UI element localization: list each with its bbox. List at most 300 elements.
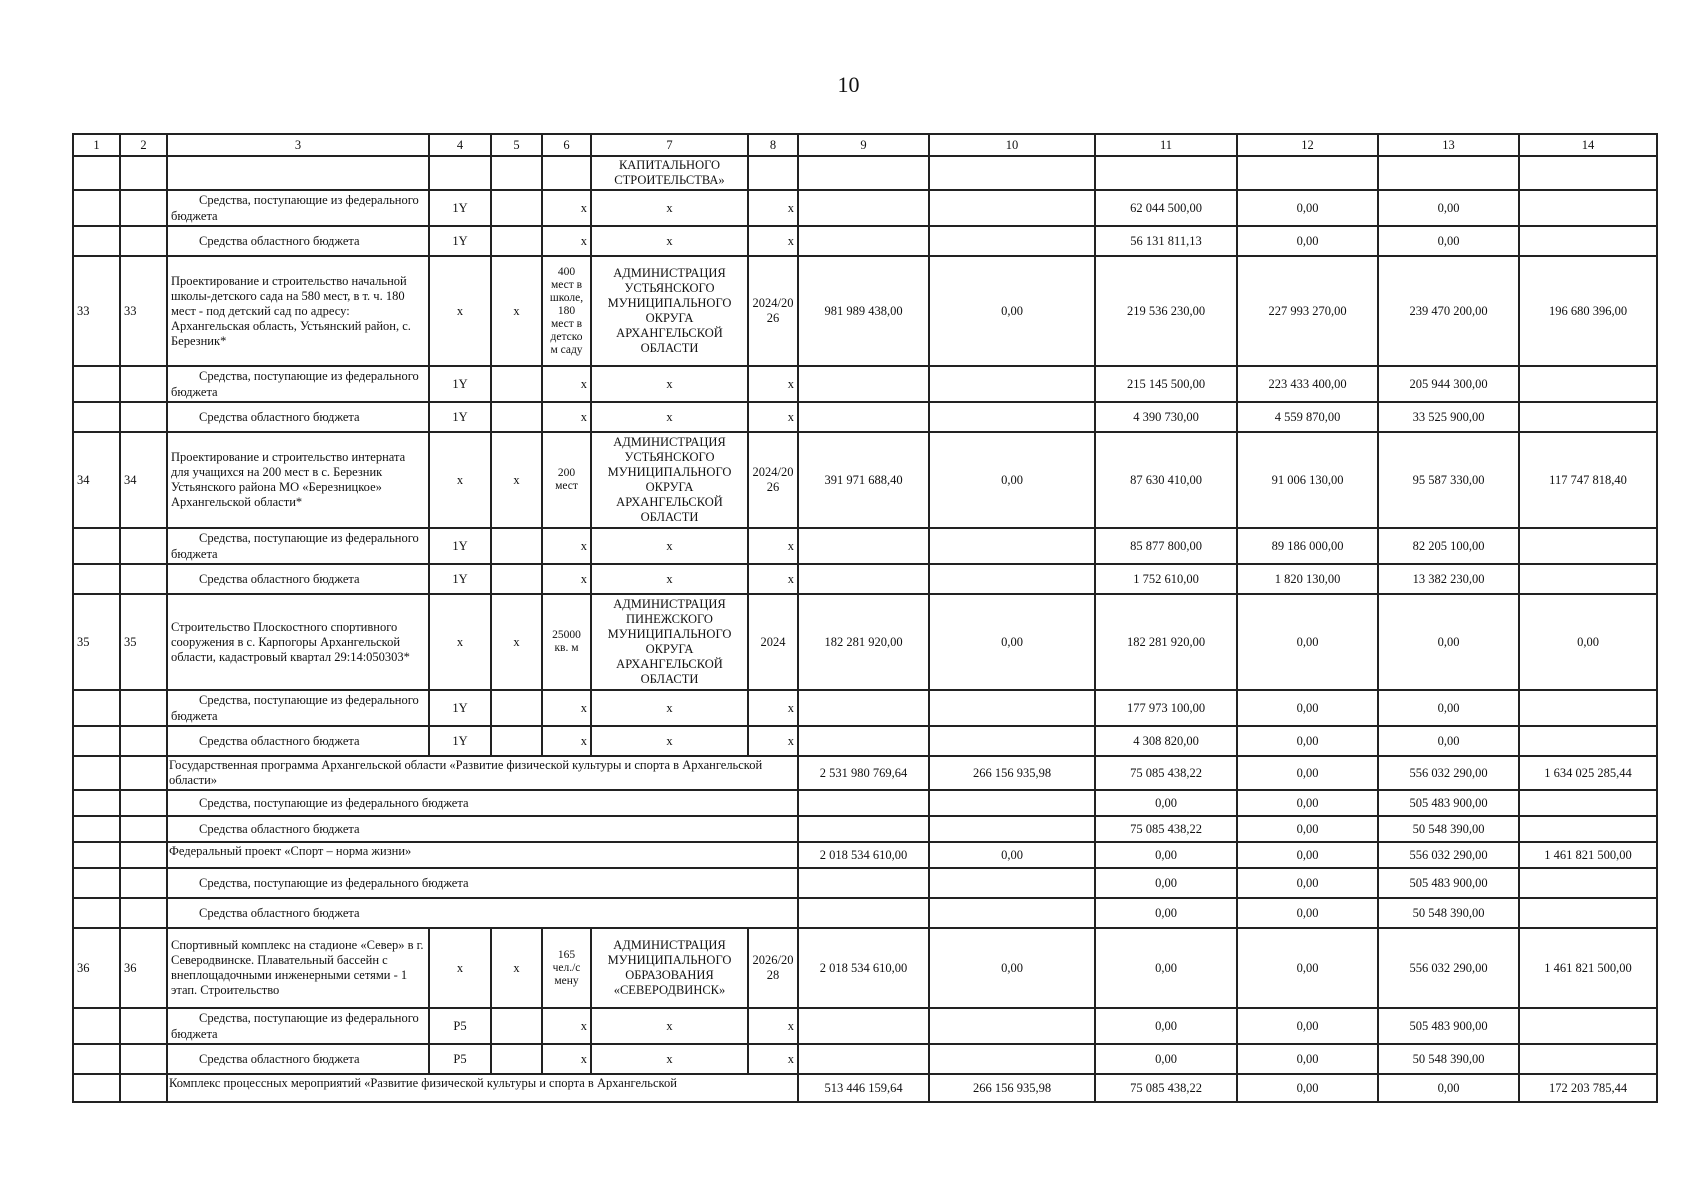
amount-cell bbox=[1519, 402, 1657, 432]
amount-cell: 0,00 bbox=[1237, 690, 1378, 726]
amount-cell: 0,00 bbox=[929, 432, 1095, 528]
row-number-cell: 34 bbox=[120, 432, 167, 528]
table-row bbox=[73, 816, 1657, 842]
amount-cell: 0,00 bbox=[1095, 868, 1237, 898]
amount-cell bbox=[1519, 790, 1657, 816]
description-cell: Строительство Плоскостного спортивного сооружения в с. Карпогоры Архангельской области, кадастровый квартал 29:14:050303* bbox=[167, 594, 429, 690]
description-cell: Проектирование и строительство начальной школы-детского сада на 580 мест, в т. ч. 180 мест - под детский сад по адресу: Архангельская область, Устьянский район, с. Березник* bbox=[167, 256, 429, 366]
code-cell bbox=[491, 564, 542, 594]
organization-cell: АДМИНИСТРАЦИЯ ПИНЕЖСКОГО МУНИЦИПАЛЬНОГО ОКРУГА АРХАНГЕЛЬСКОЙ ОБЛАСТИ bbox=[591, 594, 748, 690]
amount-cell: 0,00 bbox=[1237, 898, 1378, 928]
amount-cell: 266 156 935,98 bbox=[929, 756, 1095, 790]
capacity-cell: х bbox=[542, 402, 591, 432]
row-number-cell bbox=[120, 756, 167, 790]
amount-cell: 0,00 bbox=[1095, 842, 1237, 868]
description-cell: Средства областного бюджета bbox=[167, 1044, 429, 1074]
period-cell: х bbox=[748, 690, 798, 726]
table-row bbox=[73, 756, 1657, 790]
amount-cell: 50 548 390,00 bbox=[1378, 898, 1519, 928]
table-row bbox=[73, 190, 1657, 226]
code-cell bbox=[491, 1008, 542, 1044]
amount-cell: 505 483 900,00 bbox=[1378, 868, 1519, 898]
header-cell: 3 bbox=[167, 134, 429, 156]
code-cell bbox=[491, 690, 542, 726]
capacity-cell: 200 мест bbox=[542, 432, 591, 528]
row-number-cell bbox=[120, 564, 167, 594]
description-cell: Средства областного бюджета bbox=[167, 226, 429, 256]
amount-cell: 0,00 bbox=[1237, 816, 1378, 842]
amount-cell: 0,00 bbox=[1237, 1074, 1378, 1102]
amount-cell bbox=[798, 1044, 929, 1074]
header-cell: 1 bbox=[73, 134, 120, 156]
complex-title: Комплекс процессных мероприятий «Развитие физической культуры и спорта в Архангельской bbox=[167, 1074, 798, 1102]
organization-cell: х bbox=[591, 726, 748, 756]
row-number-cell bbox=[73, 898, 120, 928]
amount-cell: 0,00 bbox=[929, 928, 1095, 1008]
code-cell: х bbox=[491, 594, 542, 690]
amount-cell bbox=[929, 1008, 1095, 1044]
header-cell: 7 bbox=[591, 134, 748, 156]
description-cell: Спортивный комплекс на стадионе «Север» в г. Северодвинске. Плавательный бассейн с внеплощадочными инженерными сетями - 1 этап. Строительство bbox=[167, 928, 429, 1008]
code-cell bbox=[491, 402, 542, 432]
code-cell: х bbox=[429, 928, 491, 1008]
row-number-cell bbox=[120, 898, 167, 928]
amount-cell bbox=[1519, 226, 1657, 256]
header-cell: 8 bbox=[748, 134, 798, 156]
table-row bbox=[73, 1074, 1657, 1102]
amount-cell bbox=[929, 868, 1095, 898]
amount-cell: 0,00 bbox=[1237, 756, 1378, 790]
amount-cell: 0,00 bbox=[1378, 190, 1519, 226]
amount-cell bbox=[798, 190, 929, 226]
amount-cell: 223 433 400,00 bbox=[1237, 366, 1378, 402]
row-number-cell: 35 bbox=[73, 594, 120, 690]
amount-cell: 50 548 390,00 bbox=[1378, 1044, 1519, 1074]
amount-cell: 196 680 396,00 bbox=[1519, 256, 1657, 366]
row-number-cell: 36 bbox=[73, 928, 120, 1008]
row-number-cell bbox=[120, 842, 167, 868]
description-cell: Проектирование и строительство интерната для учащихся на 200 мест в с. Березник Устьянского района МО «Березницкое» Архангельской области* bbox=[167, 432, 429, 528]
amount-cell: 215 145 500,00 bbox=[1095, 366, 1237, 402]
amount-cell bbox=[1519, 690, 1657, 726]
amount-cell: 0,00 bbox=[1237, 928, 1378, 1008]
table-row bbox=[73, 726, 1657, 756]
row-number-cell bbox=[73, 1044, 120, 1074]
amount-cell bbox=[798, 528, 929, 564]
amount-cell: 0,00 bbox=[929, 256, 1095, 366]
amount-cell bbox=[929, 726, 1095, 756]
capacity-cell: 400 мест в школе, 180 мест в детско м саду bbox=[542, 256, 591, 366]
row-number-cell bbox=[120, 1008, 167, 1044]
funding-source-cell: Средства, поступающие из федерального бюджета bbox=[167, 790, 798, 816]
row-number-cell bbox=[120, 366, 167, 402]
organization-cell: х bbox=[591, 1008, 748, 1044]
row-number-cell bbox=[73, 366, 120, 402]
amount-cell bbox=[929, 402, 1095, 432]
amount-cell bbox=[929, 790, 1095, 816]
code-cell bbox=[491, 1044, 542, 1074]
amount-cell bbox=[1519, 726, 1657, 756]
description-cell: Средства, поступающие из федерального бюджета bbox=[167, 1008, 429, 1044]
amount-cell: 0,00 bbox=[1378, 726, 1519, 756]
table-row bbox=[73, 432, 1657, 528]
row-number-cell bbox=[73, 842, 120, 868]
amount-cell bbox=[798, 1008, 929, 1044]
code-cell bbox=[491, 226, 542, 256]
row-number-cell bbox=[120, 790, 167, 816]
amount-cell: 4 308 820,00 bbox=[1095, 726, 1237, 756]
capacity-cell: х bbox=[542, 690, 591, 726]
amount-cell bbox=[1519, 816, 1657, 842]
code-cell: 1Y bbox=[429, 564, 491, 594]
row-number-cell: 33 bbox=[120, 256, 167, 366]
amount-cell: 0,00 bbox=[1378, 690, 1519, 726]
amount-cell: 0,00 bbox=[929, 594, 1095, 690]
amount-cell bbox=[1519, 1008, 1657, 1044]
amount-cell: 0,00 bbox=[929, 842, 1095, 868]
description-cell: Средства, поступающие из федерального бюджета bbox=[167, 366, 429, 402]
code-cell: 1Y bbox=[429, 690, 491, 726]
header-cell: 2 bbox=[120, 134, 167, 156]
amount-cell: 1 634 025 285,44 bbox=[1519, 756, 1657, 790]
code-cell: х bbox=[429, 594, 491, 690]
code-cell: 1Y bbox=[429, 726, 491, 756]
amount-cell: 95 587 330,00 bbox=[1378, 432, 1519, 528]
period-cell: 2026/20 28 bbox=[748, 928, 798, 1008]
table-row bbox=[73, 928, 1657, 1008]
code-cell bbox=[491, 366, 542, 402]
row-number-cell bbox=[73, 726, 120, 756]
amount-cell: 0,00 bbox=[1237, 226, 1378, 256]
amount-cell: 13 382 230,00 bbox=[1378, 564, 1519, 594]
amount-cell bbox=[929, 564, 1095, 594]
capacity-cell: х bbox=[542, 226, 591, 256]
table-row bbox=[73, 402, 1657, 432]
amount-cell: 0,00 bbox=[1378, 594, 1519, 690]
code-cell bbox=[491, 528, 542, 564]
table-row bbox=[73, 868, 1657, 898]
amount-cell bbox=[798, 690, 929, 726]
row-number-cell bbox=[73, 226, 120, 256]
page-number: 10 bbox=[837, 72, 860, 97]
budget-table bbox=[72, 133, 1658, 1103]
organization-cell: х bbox=[591, 402, 748, 432]
amount-cell bbox=[929, 528, 1095, 564]
period-cell: х bbox=[748, 1044, 798, 1074]
description-cell: Средства, поступающие из федерального бюджета bbox=[167, 190, 429, 226]
amount-cell: 0,00 bbox=[1095, 790, 1237, 816]
capacity-cell: х bbox=[542, 1044, 591, 1074]
amount-cell bbox=[1519, 156, 1657, 190]
row-number-cell bbox=[73, 756, 120, 790]
amount-cell: 2 018 534 610,00 bbox=[798, 842, 929, 868]
amount-cell: 0,00 bbox=[1378, 1074, 1519, 1102]
amount-cell bbox=[1519, 366, 1657, 402]
funding-source-cell: Средства областного бюджета bbox=[167, 898, 798, 928]
amount-cell: 75 085 438,22 bbox=[1095, 756, 1237, 790]
amount-cell: 391 971 688,40 bbox=[798, 432, 929, 528]
row-number-cell bbox=[120, 868, 167, 898]
code-cell: Р5 bbox=[429, 1044, 491, 1074]
amount-cell: 1 461 821 500,00 bbox=[1519, 928, 1657, 1008]
amount-cell: 0,00 bbox=[1237, 868, 1378, 898]
amount-cell: 556 032 290,00 bbox=[1378, 842, 1519, 868]
row-number-cell: 33 bbox=[73, 256, 120, 366]
amount-cell: 117 747 818,40 bbox=[1519, 432, 1657, 528]
code-cell: 1Y bbox=[429, 528, 491, 564]
table-row bbox=[73, 1044, 1657, 1074]
amount-cell: 177 973 100,00 bbox=[1095, 690, 1237, 726]
table-row bbox=[73, 226, 1657, 256]
capacity-cell: 165 чел./с мену bbox=[542, 928, 591, 1008]
amount-cell bbox=[798, 226, 929, 256]
capacity-cell: х bbox=[542, 726, 591, 756]
row-number-cell: 35 bbox=[120, 594, 167, 690]
capacity-cell bbox=[542, 156, 591, 190]
amount-cell: 505 483 900,00 bbox=[1378, 790, 1519, 816]
amount-cell bbox=[1519, 190, 1657, 226]
amount-cell: 0,00 bbox=[1095, 1044, 1237, 1074]
amount-cell: 556 032 290,00 bbox=[1378, 756, 1519, 790]
period-cell: 2024/20 26 bbox=[748, 256, 798, 366]
amount-cell: 0,00 bbox=[1237, 842, 1378, 868]
table-row bbox=[73, 564, 1657, 594]
amount-cell: 0,00 bbox=[1237, 190, 1378, 226]
amount-cell: 75 085 438,22 bbox=[1095, 816, 1237, 842]
code-cell bbox=[429, 156, 491, 190]
organization-cell: х bbox=[591, 366, 748, 402]
code-cell: х bbox=[491, 432, 542, 528]
row-number-cell bbox=[73, 868, 120, 898]
code-cell bbox=[491, 156, 542, 190]
header-cell: 12 bbox=[1237, 134, 1378, 156]
period-cell: х bbox=[748, 528, 798, 564]
amount-cell: 0,00 bbox=[1095, 898, 1237, 928]
amount-cell bbox=[1519, 528, 1657, 564]
description-cell: Средства областного бюджета bbox=[167, 564, 429, 594]
amount-cell: 227 993 270,00 bbox=[1237, 256, 1378, 366]
capacity-cell: 25000 кв. м bbox=[542, 594, 591, 690]
period-cell: х bbox=[748, 226, 798, 256]
organization-cell: АДМИНИСТРАЦИЯ УСТЬЯНСКОГО МУНИЦИПАЛЬНОГО ОКРУГА АРХАНГЕЛЬСКОЙ ОБЛАСТИ bbox=[591, 256, 748, 366]
header-row bbox=[73, 134, 1657, 156]
period-cell: х bbox=[748, 366, 798, 402]
amount-cell: 0,00 bbox=[1237, 1044, 1378, 1074]
capacity-cell: х bbox=[542, 528, 591, 564]
amount-cell: 1 461 821 500,00 bbox=[1519, 842, 1657, 868]
row-number-cell bbox=[73, 402, 120, 432]
amount-cell: 85 877 800,00 bbox=[1095, 528, 1237, 564]
funding-source-cell: Средства областного бюджета bbox=[167, 816, 798, 842]
capacity-cell: х bbox=[542, 564, 591, 594]
organization-cell: АДМИНИСТРАЦИЯ МУНИЦИПАЛЬНОГО ОБРАЗОВАНИЯ «СЕВЕРОДВИНСК» bbox=[591, 928, 748, 1008]
code-cell: х bbox=[491, 256, 542, 366]
header-cell: 9 bbox=[798, 134, 929, 156]
amount-cell bbox=[798, 816, 929, 842]
organization-cell: х bbox=[591, 528, 748, 564]
amount-cell: 219 536 230,00 bbox=[1095, 256, 1237, 366]
table-row bbox=[73, 690, 1657, 726]
amount-cell: 0,00 bbox=[1095, 928, 1237, 1008]
row-number-cell bbox=[73, 690, 120, 726]
amount-cell bbox=[1519, 898, 1657, 928]
amount-cell: 2 018 534 610,00 bbox=[798, 928, 929, 1008]
organization-cell: х bbox=[591, 190, 748, 226]
amount-cell: 0,00 bbox=[1237, 790, 1378, 816]
amount-cell bbox=[1237, 156, 1378, 190]
code-cell: 1Y bbox=[429, 366, 491, 402]
row-number-cell bbox=[120, 190, 167, 226]
table-row bbox=[73, 790, 1657, 816]
amount-cell: 50 548 390,00 bbox=[1378, 816, 1519, 842]
header-cell: 4 bbox=[429, 134, 491, 156]
amount-cell: 56 131 811,13 bbox=[1095, 226, 1237, 256]
header-cell: 10 bbox=[929, 134, 1095, 156]
organization-cell: х bbox=[591, 226, 748, 256]
row-number-cell bbox=[73, 816, 120, 842]
description-cell bbox=[167, 156, 429, 190]
amount-cell: 33 525 900,00 bbox=[1378, 402, 1519, 432]
amount-cell: 91 006 130,00 bbox=[1237, 432, 1378, 528]
amount-cell: 239 470 200,00 bbox=[1378, 256, 1519, 366]
row-number-cell bbox=[120, 726, 167, 756]
amount-cell: 205 944 300,00 bbox=[1378, 366, 1519, 402]
amount-cell bbox=[1519, 868, 1657, 898]
amount-cell: 4 559 870,00 bbox=[1237, 402, 1378, 432]
table-row bbox=[73, 156, 1657, 190]
amount-cell bbox=[929, 366, 1095, 402]
period-cell: 2024 bbox=[748, 594, 798, 690]
organization-cell: КАПИТАЛЬНОГО СТРОИТЕЛЬСТВА» bbox=[591, 156, 748, 190]
amount-cell: 87 630 410,00 bbox=[1095, 432, 1237, 528]
amount-cell: 0,00 bbox=[1237, 1008, 1378, 1044]
table-row bbox=[73, 366, 1657, 402]
table-row bbox=[73, 594, 1657, 690]
capacity-cell: х bbox=[542, 190, 591, 226]
capacity-cell: х bbox=[542, 1008, 591, 1044]
header-cell: 11 bbox=[1095, 134, 1237, 156]
amount-cell: 0,00 bbox=[1519, 594, 1657, 690]
row-number-cell bbox=[73, 564, 120, 594]
row-number-cell bbox=[120, 1044, 167, 1074]
amount-cell bbox=[929, 816, 1095, 842]
code-cell: х bbox=[491, 928, 542, 1008]
row-number-cell bbox=[120, 690, 167, 726]
row-number-cell bbox=[120, 226, 167, 256]
amount-cell bbox=[1095, 156, 1237, 190]
amount-cell: 172 203 785,44 bbox=[1519, 1074, 1657, 1102]
period-cell: х bbox=[748, 402, 798, 432]
amount-cell bbox=[929, 190, 1095, 226]
header-cell: 13 bbox=[1378, 134, 1519, 156]
capacity-cell: х bbox=[542, 366, 591, 402]
header-cell: 14 bbox=[1519, 134, 1657, 156]
row-number-cell bbox=[120, 816, 167, 842]
amount-cell bbox=[798, 366, 929, 402]
amount-cell bbox=[929, 898, 1095, 928]
amount-cell bbox=[1519, 1044, 1657, 1074]
organization-cell: х bbox=[591, 1044, 748, 1074]
code-cell: 1Y bbox=[429, 190, 491, 226]
amount-cell: 82 205 100,00 bbox=[1378, 528, 1519, 564]
description-cell: Средства областного бюджета bbox=[167, 402, 429, 432]
amount-cell: 62 044 500,00 bbox=[1095, 190, 1237, 226]
organization-cell: АДМИНИСТРАЦИЯ УСТЬЯНСКОГО МУНИЦИПАЛЬНОГО ОКРУГА АРХАНГЕЛЬСКОЙ ОБЛАСТИ bbox=[591, 432, 748, 528]
amount-cell: 1 820 130,00 bbox=[1237, 564, 1378, 594]
amount-cell: 981 989 438,00 bbox=[798, 256, 929, 366]
amount-cell bbox=[798, 790, 929, 816]
period-cell: 2024/20 26 bbox=[748, 432, 798, 528]
amount-cell bbox=[798, 898, 929, 928]
amount-cell: 556 032 290,00 bbox=[1378, 928, 1519, 1008]
organization-cell: х bbox=[591, 690, 748, 726]
row-number-cell bbox=[73, 790, 120, 816]
amount-cell: 0,00 bbox=[1237, 594, 1378, 690]
code-cell: 1Y bbox=[429, 226, 491, 256]
amount-cell bbox=[929, 690, 1095, 726]
row-number-cell: 34 bbox=[73, 432, 120, 528]
row-number-cell bbox=[73, 1074, 120, 1102]
row-number-cell bbox=[120, 1074, 167, 1102]
row-number-cell bbox=[73, 1008, 120, 1044]
description-cell: Средства, поступающие из федерального бюджета bbox=[167, 528, 429, 564]
amount-cell: 0,00 bbox=[1378, 226, 1519, 256]
amount-cell bbox=[798, 156, 929, 190]
amount-cell bbox=[798, 868, 929, 898]
amount-cell: 4 390 730,00 bbox=[1095, 402, 1237, 432]
row-number-cell bbox=[73, 156, 120, 190]
table-row bbox=[73, 256, 1657, 366]
amount-cell bbox=[929, 226, 1095, 256]
code-cell: х bbox=[429, 432, 491, 528]
amount-cell: 89 186 000,00 bbox=[1237, 528, 1378, 564]
organization-cell: х bbox=[591, 564, 748, 594]
period-cell: х bbox=[748, 726, 798, 756]
amount-cell bbox=[798, 402, 929, 432]
code-cell: х bbox=[429, 256, 491, 366]
amount-cell: 182 281 920,00 bbox=[1095, 594, 1237, 690]
amount-cell: 75 085 438,22 bbox=[1095, 1074, 1237, 1102]
row-number-cell bbox=[120, 156, 167, 190]
amount-cell: 0,00 bbox=[1095, 1008, 1237, 1044]
row-number-cell: 36 bbox=[120, 928, 167, 1008]
amount-cell bbox=[798, 726, 929, 756]
row-number-cell bbox=[73, 190, 120, 226]
amount-cell bbox=[1519, 564, 1657, 594]
amount-cell bbox=[929, 1044, 1095, 1074]
amount-cell bbox=[1378, 156, 1519, 190]
amount-cell: 0,00 bbox=[1237, 726, 1378, 756]
table-row bbox=[73, 842, 1657, 868]
period-cell: х bbox=[748, 1008, 798, 1044]
code-cell: Р5 bbox=[429, 1008, 491, 1044]
amount-cell bbox=[798, 564, 929, 594]
table-row bbox=[73, 898, 1657, 928]
amount-cell bbox=[929, 156, 1095, 190]
amount-cell: 513 446 159,64 bbox=[798, 1074, 929, 1102]
header-cell: 6 bbox=[542, 134, 591, 156]
period-cell: х bbox=[748, 564, 798, 594]
code-cell bbox=[491, 190, 542, 226]
period-cell: х bbox=[748, 190, 798, 226]
code-cell bbox=[491, 726, 542, 756]
code-cell: 1Y bbox=[429, 402, 491, 432]
table-row bbox=[73, 528, 1657, 564]
row-number-cell bbox=[120, 402, 167, 432]
funding-source-cell: Средства, поступающие из федерального бюджета bbox=[167, 868, 798, 898]
amount-cell: 1 752 610,00 bbox=[1095, 564, 1237, 594]
program-title: Государственная программа Архангельской области «Развитие физической культуры и спорта в Архангельской области» bbox=[167, 756, 798, 790]
